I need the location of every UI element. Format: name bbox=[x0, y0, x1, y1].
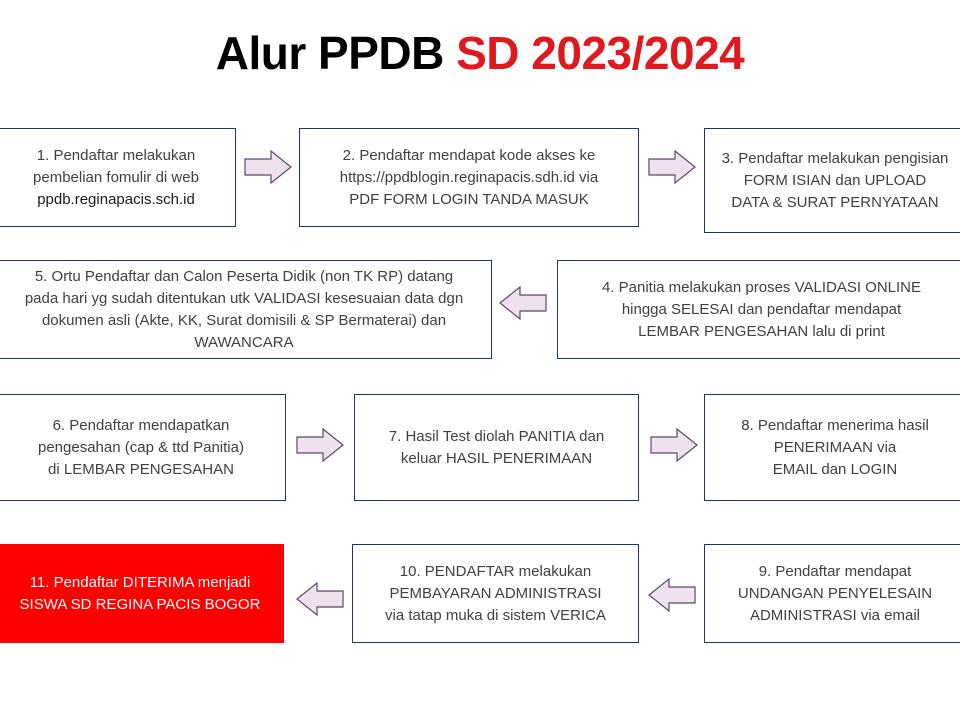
step-4-line-2: hingga SELESAI dan pendaftar mendapat bbox=[621, 300, 902, 318]
step-10-line-1: 10. PENDAFTAR melakukan bbox=[399, 562, 592, 580]
step-10-line-2: PEMBAYARAN ADMINISTRASI bbox=[389, 584, 602, 602]
step-2-line-2: https://ppdblogin.reginapacis.sdh.id via bbox=[339, 168, 599, 186]
step-3-line-2: FORM ISIAN dan UPLOAD bbox=[743, 171, 927, 189]
arrow-1-to-2 bbox=[245, 151, 291, 183]
arrow-right-icon bbox=[244, 150, 292, 184]
step-11-line-1: 11. Pendaftar DITERIMA menjadi bbox=[29, 573, 251, 591]
step-7-line-1: 7. Hasil Test diolah PANITIA dan bbox=[388, 427, 605, 445]
arrow-4-to-5 bbox=[500, 287, 546, 319]
arrow-2-to-3 bbox=[649, 151, 695, 183]
step-1-line-3: ppdb.reginapacis.sch.id bbox=[37, 190, 195, 208]
step-6-line-3: di LEMBAR PENGESAHAN bbox=[48, 460, 234, 478]
step-3-box bbox=[704, 128, 960, 233]
arrow-right-icon bbox=[296, 428, 344, 462]
step-10-line-3: via tatap muka di sistem VERICA bbox=[385, 606, 606, 624]
step-5-line-1: 5. Ortu Pendaftar dan Calon Peserta Didik (non TK RP) datang bbox=[34, 267, 454, 285]
step-3-line-1: 3. Pendaftar melakukan pengisian bbox=[721, 149, 949, 167]
arrow-6-to-7 bbox=[297, 429, 343, 461]
step-5-box bbox=[0, 260, 492, 359]
arrow-left-icon bbox=[648, 578, 696, 612]
step-8-line-3: EMAIL dan LOGIN bbox=[772, 460, 898, 478]
title-black: Alur PPDB bbox=[215, 27, 457, 79]
step-9-box bbox=[704, 544, 960, 643]
step-3-line-3: DATA & SURAT PERNYATAAN bbox=[731, 193, 939, 211]
step-10-box bbox=[352, 544, 639, 643]
step-2-line-3: PDF FORM LOGIN TANDA MASUK bbox=[349, 190, 589, 208]
arrow-right-icon bbox=[648, 150, 696, 184]
arrow-10-to-11 bbox=[297, 583, 343, 615]
step-9-line-1: 9. Pendaftar mendapat bbox=[758, 562, 912, 580]
step-9-line-3: ADMINISTRASI via email bbox=[749, 606, 921, 624]
step-4-line-1: 4. Panitia melakukan proses VALIDASI ONLINE bbox=[601, 278, 922, 296]
step-6-line-1: 6. Pendaftar mendapatkan bbox=[52, 416, 230, 434]
step-8-box bbox=[704, 394, 960, 501]
arrow-left-icon bbox=[499, 286, 547, 320]
step-9-line-2: UNDANGAN PENYELESAIN bbox=[737, 584, 933, 602]
step-5-line-3: dokumen asli (Akte, KK, Surat domisili & SP Bermaterai) dan bbox=[41, 311, 447, 329]
step-8-line-2: PENERIMAAN via bbox=[773, 438, 897, 456]
step-7-line-2: keluar HASIL PENERIMAAN bbox=[400, 449, 593, 467]
page-title bbox=[0, 22, 960, 84]
step-2-box bbox=[299, 128, 639, 227]
step-4-line-3: LEMBAR PENGESAHAN lalu di print bbox=[638, 322, 885, 340]
step-5-line-2: pada hari yg sudah ditentukan utk VALIDASI kesesuaian data dgn bbox=[24, 289, 464, 307]
arrow-left-icon bbox=[296, 582, 344, 616]
step-1-box bbox=[0, 128, 236, 227]
arrow-7-to-8 bbox=[651, 429, 697, 461]
step-4-box bbox=[557, 260, 960, 359]
step-8-line-1: 8. Pendaftar menerima hasil bbox=[741, 416, 929, 434]
step-1-line-2: pembelian fomulir di web bbox=[33, 168, 199, 186]
step-6-box bbox=[0, 394, 286, 501]
arrow-right-icon bbox=[650, 428, 698, 462]
arrow-9-to-10 bbox=[649, 579, 695, 611]
step-5-line-4: WAWANCARA bbox=[194, 333, 294, 351]
title-red: SD 2023/2024 bbox=[456, 27, 745, 79]
step-7-box bbox=[354, 394, 639, 501]
step-11-line-2: SISWA SD REGINA PACIS BOGOR bbox=[19, 595, 261, 613]
step-2-line-1: 2. Pendaftar mendapat kode akses ke bbox=[342, 146, 596, 164]
step-11-box bbox=[0, 544, 284, 643]
step-1-line-1: 1. Pendaftar melakukan bbox=[36, 146, 196, 164]
step-6-line-2: pengesahan (cap & ttd Panitia) bbox=[38, 438, 244, 456]
